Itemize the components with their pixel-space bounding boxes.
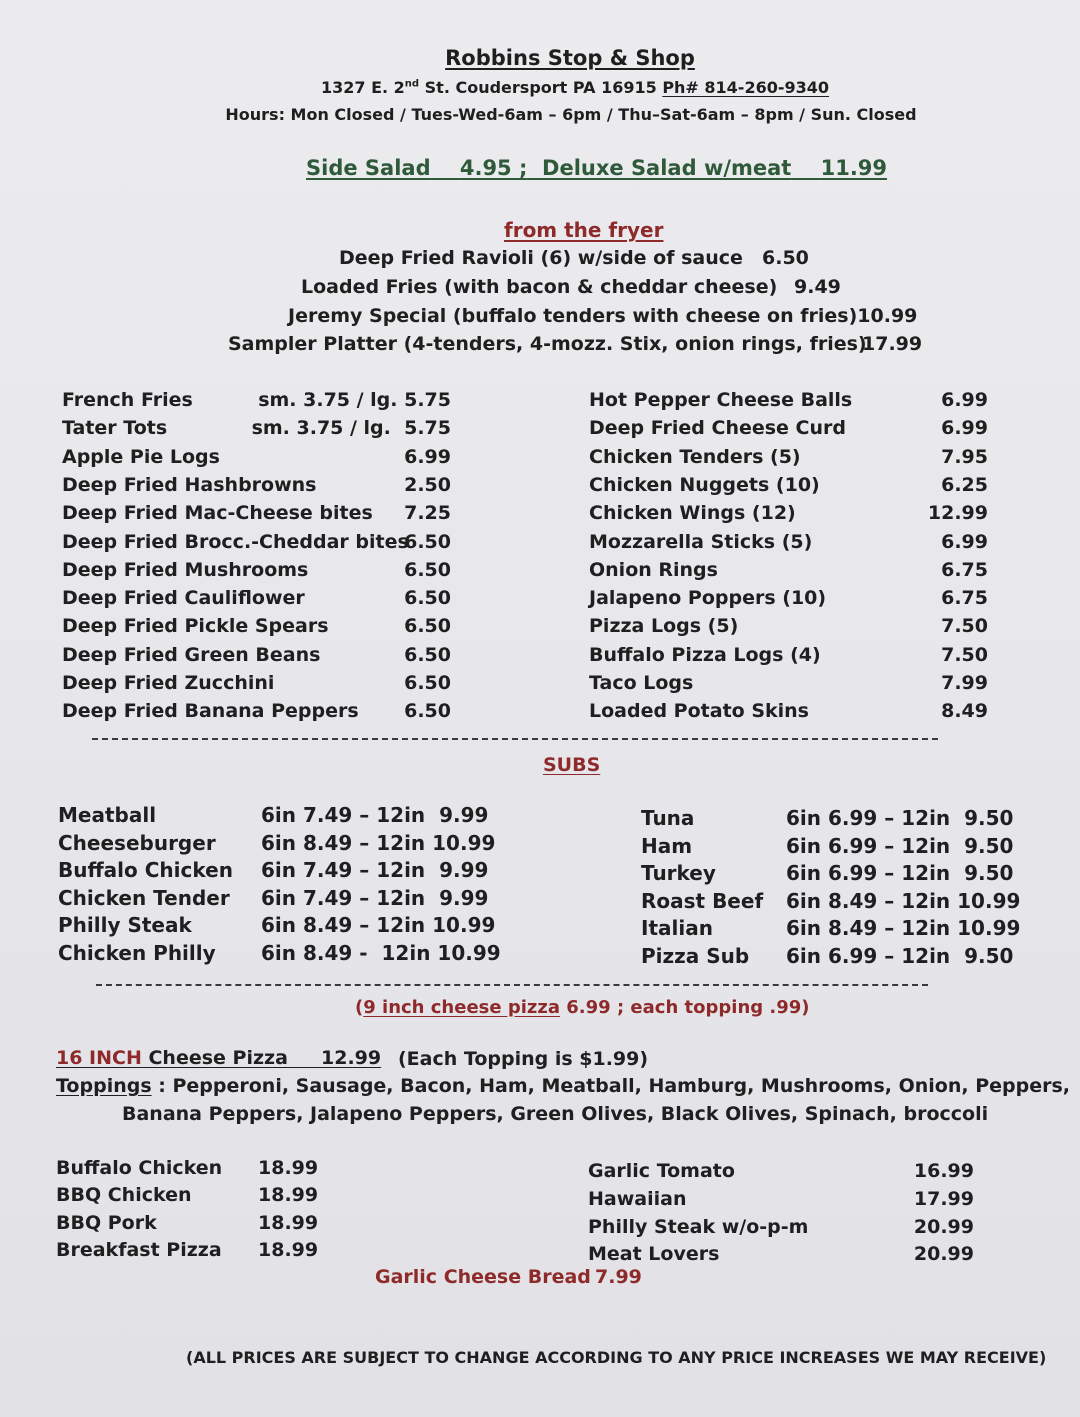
side-item-name: Chicken Nuggets (10) bbox=[589, 473, 820, 496]
side-item-price: 7.25 bbox=[404, 502, 451, 525]
sub-item-price: 6in 8.49 – 12in 10.99 bbox=[786, 888, 1021, 913]
side-item-price: 6.25 bbox=[941, 473, 988, 496]
side-item-name: French Fries bbox=[62, 389, 193, 411]
side-item-price: 6.50 bbox=[404, 615, 451, 638]
sub-item-name: Turkey bbox=[641, 861, 716, 885]
side-item-name: Deep Fried Mac-Cheese bites bbox=[62, 502, 373, 525]
side-item-name: Tater Tots bbox=[62, 417, 168, 440]
sub-item-name: Philly Steak bbox=[58, 913, 192, 937]
fryer-item-name: Loaded Fries (with bacon & cheddar cheese) bbox=[301, 276, 778, 298]
side-item-name: Deep Fried Banana Peppers bbox=[62, 700, 359, 723]
side-item-price: 6.50 bbox=[404, 700, 451, 723]
pizza-cheese-price: 12.99 bbox=[321, 1047, 382, 1069]
garlic-bread-label: Garlic Cheese Bread bbox=[375, 1266, 591, 1288]
side-item-price: 6.75 bbox=[941, 558, 988, 581]
fryer-item-name: Sampler Platter (4-tenders, 4-mozz. Stix, onion rings, fries) bbox=[228, 333, 867, 355]
fryer-item-price: 10.99 bbox=[857, 305, 918, 327]
side-item-price: 6.50 bbox=[404, 558, 451, 581]
specialty-pizza-name: Meat Lovers bbox=[588, 1243, 720, 1266]
fryer-item-price: 9.49 bbox=[794, 276, 841, 298]
side-item-price: 7.99 bbox=[941, 672, 988, 694]
side-item-price: 6.99 bbox=[941, 530, 988, 553]
side-item-price: 8.49 bbox=[941, 700, 988, 723]
specialty-pizza-price: 18.99 bbox=[258, 1157, 319, 1179]
sub-item-name: Italian bbox=[641, 916, 713, 940]
restaurant-name: Robbins Stop & Shop bbox=[445, 46, 695, 70]
fryer-item-price: 6.50 bbox=[762, 247, 809, 269]
specialty-pizza-name: BBQ Pork bbox=[56, 1211, 157, 1234]
side-item-name: Chicken Wings (12) bbox=[589, 502, 796, 525]
fryer-item-name: Jeremy Special (buffalo tenders with cheese on fries) bbox=[288, 305, 858, 327]
side-item-name: Chicken Tenders (5) bbox=[589, 445, 801, 468]
specialty-pizza-price: 18.99 bbox=[258, 1184, 319, 1207]
side-item-price: 6.50 bbox=[404, 530, 451, 553]
side-item-name: Deep Fried Hashbrowns bbox=[62, 473, 317, 496]
side-salad-label: Side Salad bbox=[306, 156, 431, 180]
side-item-price: sm. 3.75 / lg. 5.75 bbox=[251, 417, 451, 440]
deluxe-salad-label: Deluxe Salad w/meat bbox=[542, 156, 792, 180]
toppings-line bbox=[56, 1075, 1070, 1097]
side-item-name: Loaded Potato Skins bbox=[589, 700, 809, 723]
specialty-pizza-price: 18.99 bbox=[258, 1238, 319, 1261]
sub-item-name: Pizza Sub bbox=[641, 943, 750, 968]
side-item-name: Deep Fried Green Beans bbox=[62, 643, 321, 666]
sub-item-name: Roast Beef bbox=[641, 888, 764, 913]
hours: Hours: Mon Closed / Tues-Wed-6am – 6pm / Thu–Sat-6am – 8pm / Sun. Closed bbox=[225, 105, 917, 124]
sub-item-name: Buffalo Chicken bbox=[58, 858, 233, 882]
small-pizza-paren: ( bbox=[355, 997, 364, 1018]
specialty-pizza-name: Hawaiian bbox=[588, 1187, 687, 1210]
side-item-price: 6.75 bbox=[941, 587, 988, 610]
sub-item-price: 6in 6.99 – 12in 9.50 bbox=[786, 806, 1014, 830]
sub-item-price: 6in 7.49 – 12in 9.99 bbox=[261, 803, 489, 827]
specialty-pizza-name: BBQ Chicken bbox=[56, 1184, 192, 1207]
side-item-name: Mozzarella Sticks (5) bbox=[589, 530, 813, 553]
toppings-list: : Pepperoni, Sausage, Bacon, Ham, Meatball, Hamburg, Mushrooms, Onion, Peppers, bbox=[151, 1075, 1070, 1097]
side-item-name: Onion Rings bbox=[589, 558, 718, 581]
side-item-name: Buffalo Pizza Logs (4) bbox=[589, 643, 821, 666]
specialty-pizza-price: 17.99 bbox=[913, 1187, 974, 1210]
pizza-size-label bbox=[56, 1047, 381, 1069]
deluxe-salad-price: 11.99 bbox=[820, 156, 888, 180]
side-salad-price: 4.95 ; bbox=[459, 156, 528, 180]
side-item-name: Jalapeno Poppers (10) bbox=[589, 587, 827, 610]
side-item-price: 7.95 bbox=[941, 445, 988, 468]
sub-item-price: 6in 8.49 – 12in 10.99 bbox=[261, 913, 496, 937]
side-item-name: Taco Logs bbox=[589, 672, 694, 694]
specialty-pizza-price: 20.99 bbox=[913, 1243, 974, 1266]
side-item-price: 6.50 bbox=[404, 672, 451, 694]
specialty-pizza-name: Buffalo Chicken bbox=[56, 1157, 223, 1179]
sub-item-price: 6in 6.99 – 12in 9.50 bbox=[786, 833, 1014, 858]
side-item-name: Apple Pie Logs bbox=[62, 445, 220, 468]
sub-item-price: 6in 6.99 – 12in 9.50 bbox=[786, 943, 1014, 968]
sub-item-price: 6in 7.49 – 12in 9.99 bbox=[261, 885, 489, 910]
small-pizza-note bbox=[355, 997, 810, 1018]
sub-item-price: 6in 7.49 – 12in 9.99 bbox=[261, 858, 489, 882]
fryer-item-name: Deep Fried Ravioli (6) w/side of sauce bbox=[339, 247, 743, 269]
specialty-pizza-price: 16.99 bbox=[913, 1160, 974, 1182]
side-item-price: 12.99 bbox=[927, 502, 988, 525]
specialty-pizza-price: 18.99 bbox=[258, 1211, 319, 1234]
fryer-title: from the fryer bbox=[504, 218, 664, 242]
address-suffix: nd bbox=[404, 78, 420, 90]
specialty-pizza-price: 20.99 bbox=[913, 1215, 974, 1238]
garlic-bread-price: 7.99 bbox=[595, 1266, 642, 1288]
sub-item-price: 6in 8.49 - 12in 10.99 bbox=[261, 940, 501, 965]
sub-item-name: Ham bbox=[641, 833, 693, 858]
side-item-name: Deep Fried Pickle Spears bbox=[62, 615, 329, 638]
sub-item-name: Chicken Philly bbox=[58, 940, 216, 965]
salad-line bbox=[306, 156, 887, 180]
sub-item-name: Cheeseburger bbox=[58, 830, 216, 855]
topping-price-note: (Each Topping is $1.99) bbox=[398, 1048, 649, 1070]
side-item-price: sm. 3.75 / lg. 5.75 bbox=[258, 389, 451, 411]
small-pizza-price: 6.99 ; each topping .99) bbox=[560, 997, 810, 1018]
side-item-price: 7.50 bbox=[941, 615, 988, 638]
phone-number: Ph# 814-260-9340 bbox=[662, 78, 830, 97]
side-item-name: Hot Pepper Cheese Balls bbox=[589, 389, 853, 411]
side-item-name: Deep Fried Mushrooms bbox=[62, 558, 309, 581]
side-item-price: 6.50 bbox=[404, 643, 451, 666]
divider bbox=[92, 738, 938, 740]
side-item-name: Deep Fried Cauliflower bbox=[62, 587, 305, 610]
fryer-item-price: 17.99 bbox=[862, 333, 923, 355]
subs-title: SUBS bbox=[543, 754, 601, 776]
specialty-pizza-name: Philly Steak w/o-p-m bbox=[588, 1215, 809, 1238]
specialty-pizza-name: Garlic Tomato bbox=[588, 1160, 735, 1182]
pizza-cheese-label: Cheese Pizza bbox=[141, 1047, 288, 1069]
sub-item-name: Tuna bbox=[641, 806, 695, 830]
pizza-size: 16 INCH bbox=[56, 1047, 142, 1069]
side-item-name: Deep Fried Zucchini bbox=[62, 672, 275, 694]
price-disclaimer: (ALL PRICES ARE SUBJECT TO CHANGE ACCORDING TO ANY PRICE INCREASES WE MAY RECEIVE) bbox=[186, 1348, 1047, 1367]
address-line bbox=[0, 78, 1080, 97]
side-item-price: 6.99 bbox=[404, 445, 451, 468]
side-item-name: Deep Fried Cheese Curd bbox=[589, 417, 847, 440]
toppings-list-continued: Banana Peppers, Jalapeno Peppers, Green Olives, Black Olives, Spinach, broccoli bbox=[122, 1103, 989, 1125]
toppings-label: Toppings bbox=[56, 1075, 152, 1097]
sub-item-price: 6in 8.49 – 12in 10.99 bbox=[786, 916, 1021, 940]
side-item-price: 7.50 bbox=[941, 643, 988, 666]
side-item-price: 6.99 bbox=[941, 389, 988, 411]
fryer-item bbox=[288, 305, 917, 327]
divider bbox=[96, 984, 928, 986]
sub-item-price: 6in 6.99 – 12in 9.50 bbox=[786, 861, 1014, 885]
side-item-price: 6.50 bbox=[404, 587, 451, 610]
address: 1327 E. 2 bbox=[320, 78, 405, 97]
small-pizza-label: 9 inch cheese pizza bbox=[363, 997, 561, 1018]
specialty-pizza-name: Breakfast Pizza bbox=[56, 1238, 222, 1261]
sub-item-name: Meatball bbox=[58, 803, 157, 827]
side-item-price: 2.50 bbox=[404, 473, 451, 496]
address-rest: St. Coudersport PA 16915 bbox=[419, 78, 663, 97]
sub-item-price: 6in 8.49 – 12in 10.99 bbox=[261, 830, 496, 855]
side-item-name: Pizza Logs (5) bbox=[589, 615, 739, 638]
side-item-name: Deep Fried Brocc.-Cheddar bites bbox=[62, 530, 409, 553]
side-item-price: 6.99 bbox=[941, 417, 988, 440]
sub-item-name: Chicken Tender bbox=[58, 885, 230, 910]
large-pizza-line bbox=[56, 1047, 381, 1069]
